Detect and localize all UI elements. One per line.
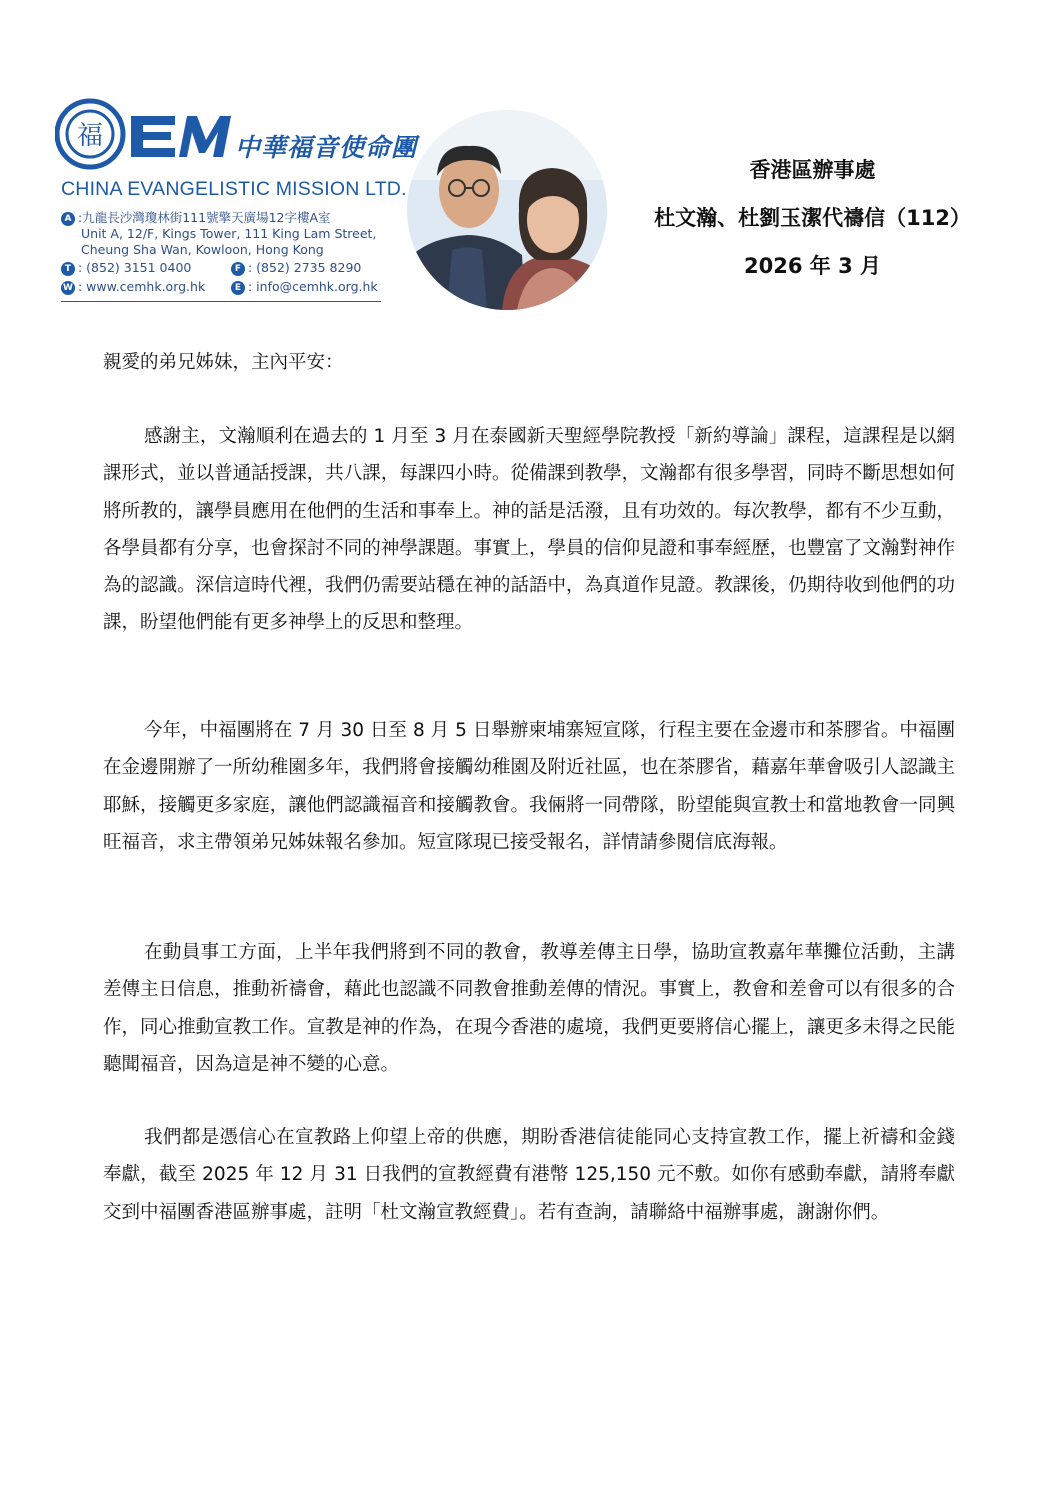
- letterhead: [55, 98, 418, 308]
- portrait-image-icon: [407, 110, 607, 310]
- fax-number: : (852) 2735 8290: [248, 260, 362, 275]
- address-zh-row: [61, 210, 391, 226]
- logo-seal-char: 福: [76, 121, 104, 151]
- address-icon: A: [61, 212, 75, 226]
- paragraph-support-appeal: 我們都是憑信心在宣教路上仰望上帝的供應，期盼香港信徒能同心支持宣教工作，擺上祈禱和金錢奉獻，截至 2025 年 12 月 31 日我們的宣教經費有港幣 125,150 元不敷。如你有感動奉獻，請將奉獻交到中福團香港區辦事處，註明「杜文瀚宣教經費」。若有查詢，請聯絡中福辦事處，謝謝你們。: [103, 1127, 955, 1223]
- paragraph-short-term-mission: 今年，中福團將在 7 月 30 日至 8 月 5 日舉辦柬埔寨短宣隊，行程主要在金邊市和茶膠省。中福團在金邊開辦了一所幼稚園多年，我們將會接觸幼稚園及附近社區，也在茶膠省，藉嘉年華會吸引人認識主耶穌，接觸更多家庭，讓他們認識福音和接觸教會。我倆將一同帶隊，盼望能與宣教士和當地教會一同興旺福音，求主帶領弟兄姊妹報名參加。短宣隊現已接受報名，詳情請參閱信底海報。: [103, 720, 955, 853]
- phone-icon: T: [61, 262, 75, 276]
- email-link[interactable]: : info@cemhk.org.hk: [248, 279, 378, 294]
- address-en-line-2: Cheung Sha Wan, Kowloon, Hong Kong: [81, 242, 324, 257]
- email-icon: E: [231, 281, 245, 295]
- phone-row: [61, 260, 391, 276]
- website-link[interactable]: : www.cemhk.org.hk: [78, 279, 206, 294]
- office-name: 香港區辦事處: [749, 158, 876, 182]
- fax-group: [231, 260, 361, 276]
- letter-date: 2026 年 3 月: [744, 254, 881, 278]
- chinese-org-name: 中華福音使命團: [235, 133, 418, 162]
- address-en-line-1: Unit A, 12/F, Kings Tower, 111 King Lam Street,: [81, 226, 377, 241]
- fax-icon: F: [231, 262, 245, 276]
- letter-title: 杜文瀚、杜劉玉潔代禱信（112）: [654, 206, 971, 230]
- contact-info: [61, 210, 391, 295]
- english-org-name: CHINA EVANGELISTIC MISSION LTD.: [61, 178, 407, 200]
- letter-heading: [605, 155, 1020, 299]
- web-row: [61, 279, 391, 295]
- address-zh: :九龍長沙灣瓊林街111號擎天廣場12字樓A室: [78, 210, 331, 225]
- web-icon: W: [61, 281, 75, 295]
- missionary-couple-photo: [407, 110, 607, 310]
- letterhead-divider: [61, 301, 381, 302]
- greeting: 親愛的弟兄姊妹，主內平安：: [103, 352, 344, 373]
- paragraph-teaching: 感謝主，文瀚順利在過去的 1 月至 3 月在泰國新天聖經學院教授「新約導論」課程，這課程是以網課形式，並以普通話授課，共八課，每課四小時。從備課到教學，文瀚都有很多學習，同時不斷思想如何將所教的，讓學員應用在他們的生活和事奉上。神的話是活潑，且有功效的。每次教學，都有不少互動，各學員都有分享，也會探討不同的神學課題。事實上，學員的信仰見證和事奉經歷，也豐富了文瀚對神作為的認識。深信這時代裡，我們仍需要站穩在神的話語中，為真道作見證。教課後，仍期待收到他們的功課，盼望他們能有更多神學上的反思和整理。: [103, 426, 955, 634]
- organization-logo: [55, 98, 418, 180]
- paragraph-mobilization: 在動員事工方面，上半年我們將到不同的教會，教導差傳主日學，協助宣教嘉年華攤位活動，主講差傳主日信息，推動祈禱會，藉此也認識不同教會推動差傳的情況。事實上，教會和差會可以有很多的合作，同心推動宣教工作。宣教是神的作為，在現今香港的處境，我們更要將信心擺上，讓更多未得之民能聽聞福音，因為這是神不變的心意。: [103, 942, 955, 1075]
- email-group: [231, 279, 378, 295]
- phone-number: : (852) 3151 0400: [78, 260, 192, 275]
